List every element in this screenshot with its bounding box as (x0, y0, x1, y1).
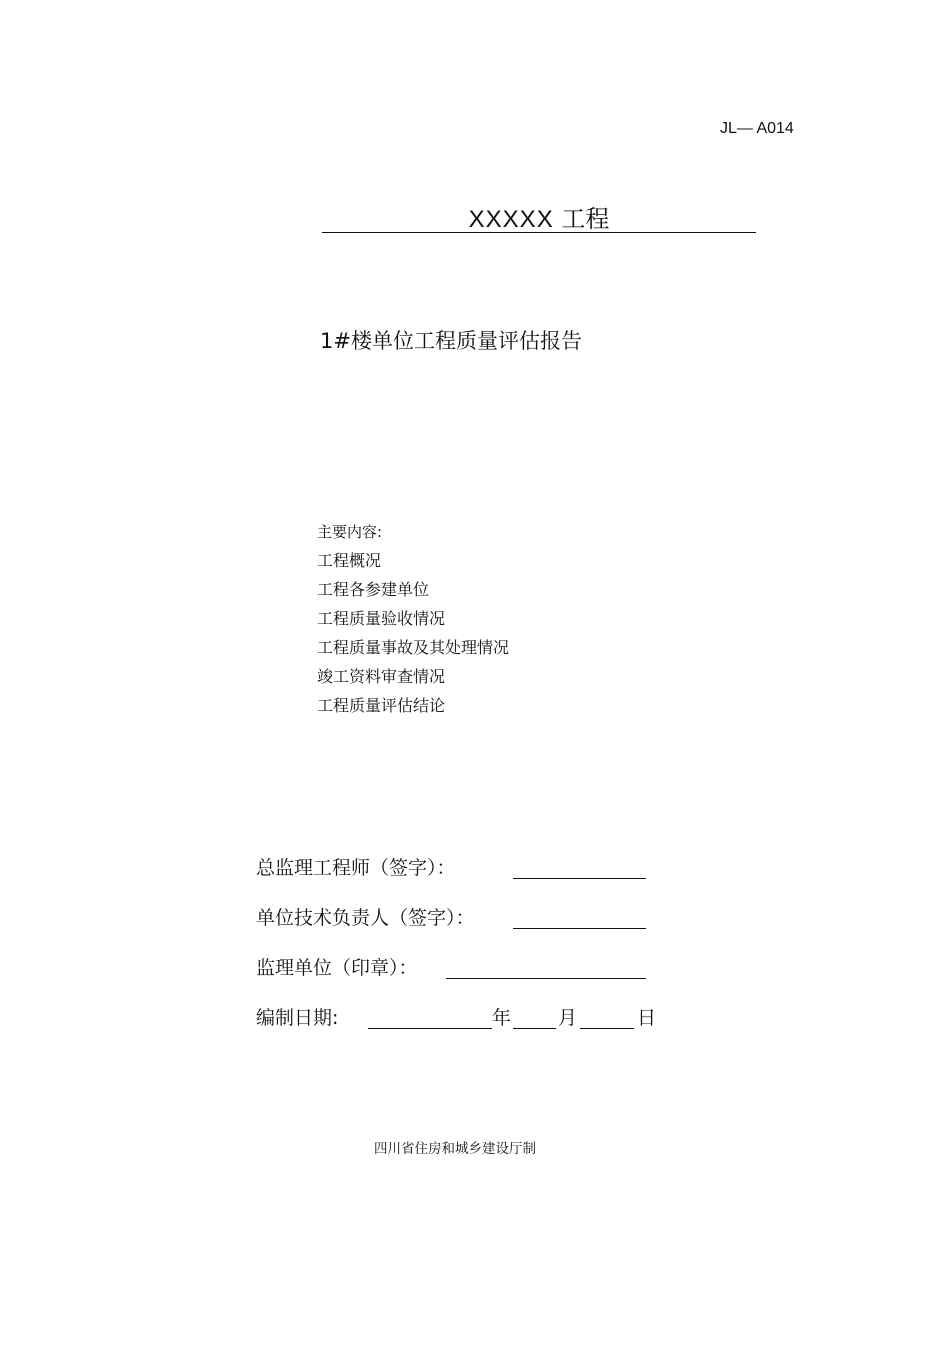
project-name (322, 204, 756, 235)
issuer-footer: 四川省住房和城乡建设厅制 (374, 1141, 536, 1157)
contents-item: 工程质量事故及其处理情况 (317, 638, 510, 657)
form-code: JL— A014 (720, 120, 794, 137)
contents-item: 工程质量验收情况 (317, 609, 446, 628)
date-row (256, 1002, 657, 1052)
date-label: 编制日期: (256, 1007, 339, 1029)
chief-supervisor-signature-line[interactable] (513, 878, 646, 879)
supervision-unit-row (256, 952, 475, 1002)
unit-tech-lead-signature-line[interactable] (513, 928, 646, 929)
project-name-value: XXXXX (468, 206, 554, 233)
year-blank[interactable] (368, 1028, 492, 1029)
chief-supervisor-row (256, 852, 475, 902)
contents-item: 竣工资料审查情况 (317, 667, 446, 686)
supervision-unit-label: 监理单位（印章）： (256, 957, 418, 979)
supervision-unit-seal-line[interactable] (446, 978, 646, 979)
contents-heading: 主要内容: (317, 523, 383, 541)
month-label: 月 (558, 1007, 578, 1029)
day-label: 日 (637, 1007, 657, 1029)
contents-item: 工程概况 (317, 551, 382, 570)
contents-item: 工程各参建单位 (317, 580, 430, 599)
day-blank[interactable] (580, 1028, 634, 1029)
chief-supervisor-label: 总监理工程师（签字）： (256, 857, 456, 879)
year-label: 年 (492, 1007, 512, 1029)
signature-block (256, 852, 657, 1052)
unit-tech-lead-label: 单位技术负责人（签字）： (256, 907, 475, 929)
unit-tech-lead-row (256, 902, 475, 952)
contents-list (317, 520, 509, 723)
report-title: 1#楼单位工程质量评估报告 (320, 329, 582, 353)
contents-item: 工程质量评估结论 (317, 696, 446, 715)
month-blank[interactable] (513, 1028, 556, 1029)
project-name-suffix: 工程 (561, 205, 610, 233)
